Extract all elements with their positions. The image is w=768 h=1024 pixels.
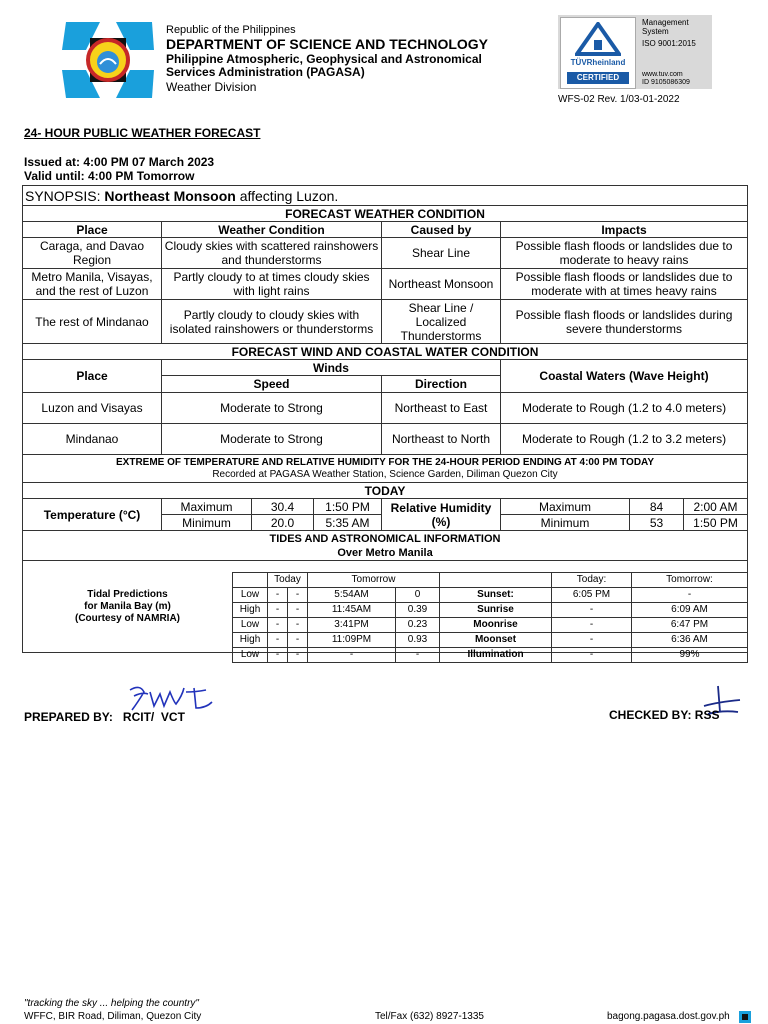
table-row <box>23 269 748 300</box>
table-row <box>233 603 748 618</box>
astro-label: Moonrise <box>440 618 552 633</box>
certification-badge <box>558 15 712 89</box>
temp-max-value: 30.4 <box>252 499 314 515</box>
extremes-recorded: Recorded at PAGASA Weather Station, Science Garden, Diliman Quezon City <box>212 468 558 480</box>
tide-today-time: - <box>268 648 288 663</box>
extremes-heading: EXTREME OF TEMPERATURE AND RELATIVE HUMIDITY FOR THE 24-HOUR PERIOD ENDING AT 4:00 PM TODAY <box>116 456 655 468</box>
tides-subheading: Over Metro Manila <box>337 546 433 559</box>
tidal-label-line2: for Manila Bay (m) <box>84 600 171 612</box>
tide-tomorrow-time: 5:54AM <box>308 588 396 603</box>
col-impacts: Impacts <box>501 222 748 238</box>
rh-max-time: 2:00 AM <box>684 499 748 515</box>
weather-condition-heading: FORECAST WEATHER CONDITION <box>23 206 748 222</box>
humidity-label: Relative Humidity (%) <box>382 499 501 531</box>
wind-col-winds: Winds <box>162 360 501 376</box>
agency-name-line1: Philippine Atmospheric, Geophysical and Astronomical <box>166 52 482 66</box>
wind-col-place: Place <box>23 360 162 393</box>
cert-iso: ISO 9001:2015 <box>642 39 696 48</box>
condition-cell: Cloudy skies with scattered rainshowers and thunderstorms <box>162 238 382 269</box>
wind-col-direction: Direction <box>382 376 501 393</box>
col-caused-by: Caused by <box>382 222 501 238</box>
cert-line2: System <box>642 27 669 36</box>
astro-label: Sunrise <box>440 603 552 618</box>
tide-today-height: - <box>288 648 308 663</box>
impact-cell: Possible flash floods or landslides due to moderate with at times heavy rains <box>501 269 748 300</box>
cert-url: www.tuv.com <box>642 71 683 78</box>
astro-label: Moonset <box>440 633 552 648</box>
tide-today-time: - <box>268 618 288 633</box>
astro-tomorrow-label: Tomorrow: <box>632 573 748 588</box>
col-weather-condition: Weather Condition <box>162 222 382 238</box>
col-place: Place <box>23 222 162 238</box>
cert-id: ID 9105086309 <box>642 79 690 86</box>
rh-max-label: Maximum <box>501 499 630 515</box>
tidal-label-line1: Tidal Predictions <box>87 588 168 600</box>
table-row <box>233 648 748 663</box>
table-row <box>23 238 748 269</box>
astro-today: - <box>552 603 632 618</box>
coastal-cell: Moderate to Rough (1.2 to 4.0 meters) <box>501 393 748 424</box>
place-cell: Caraga, and Davao Region <box>23 238 162 269</box>
synopsis-row <box>23 186 748 206</box>
footer-website[interactable]: bagong.pagasa.dost.gov.ph <box>607 1011 730 1022</box>
impact-cell: Possible flash floods or landslides due to moderate to heavy rains <box>501 238 748 269</box>
footer-corner-logo <box>738 1010 752 1024</box>
tuv-triangle-icon <box>575 22 621 56</box>
rh-min-value: 53 <box>630 515 684 531</box>
tides-header-row <box>233 573 748 588</box>
astro-today: - <box>552 648 632 663</box>
tide-today-time: - <box>268 633 288 648</box>
temp-min-value: 20.0 <box>252 515 314 531</box>
tide-type: High <box>233 633 268 648</box>
cert-label: CERTIFIED <box>567 72 629 84</box>
tide-today-label: Today <box>268 573 308 588</box>
condition-cell: Partly cloudy to cloudy skies with isolated rainshowers or thunderstorms <box>162 300 382 344</box>
tide-tomorrow-height: 0.23 <box>396 618 440 633</box>
wind-direction-cell: Northeast to North <box>382 424 501 455</box>
tide-tomorrow-time: 3:41PM <box>308 618 396 633</box>
coastal-cell: Moderate to Rough (1.2 to 3.2 meters) <box>501 424 748 455</box>
table-row <box>233 588 748 603</box>
tide-today-time: - <box>268 603 288 618</box>
valid-until: Valid until: 4:00 PM Tomorrow <box>24 169 195 183</box>
condition-cell: Partly cloudy to at times cloudy skies with light rains <box>162 269 382 300</box>
astro-tomorrow: 6:09 AM <box>632 603 748 618</box>
cause-cell: Northeast Monsoon <box>382 269 501 300</box>
place-cell: The rest of Mindanao <box>23 300 162 344</box>
rh-min-time: 1:50 PM <box>684 515 748 531</box>
tidal-label-line3: (Courtesy of NAMRIA) <box>75 612 180 624</box>
footer-telfax: Tel/Fax (632) 8927-1335 <box>375 1011 484 1022</box>
rh-min-label: Minimum <box>501 515 630 531</box>
form-code: WFS-02 Rev. 1/03-01-2022 <box>558 94 680 105</box>
cert-line1: Management <box>642 18 689 27</box>
table-row <box>23 424 748 455</box>
tide-today-time: - <box>268 588 288 603</box>
dost-pagasa-logo <box>60 20 156 100</box>
cause-cell: Shear Line <box>382 238 501 269</box>
temperature-label: Temperature (°C) <box>23 499 162 531</box>
tidal-label <box>25 589 230 625</box>
astro-tomorrow: - <box>632 588 748 603</box>
footer-tagline: "tracking the sky ... helping the country" <box>24 998 199 1009</box>
tide-today-height: - <box>288 588 308 603</box>
astro-today: - <box>552 633 632 648</box>
wind-place-cell: Luzon and Visayas <box>23 393 162 424</box>
temp-max-time: 1:50 PM <box>314 499 382 515</box>
today-heading: TODAY <box>23 483 748 499</box>
synopsis-system: Northeast Monsoon <box>104 187 236 204</box>
wind-col-coastal: Coastal Waters (Wave Height) <box>501 360 748 393</box>
tide-tomorrow-height: - <box>396 648 440 663</box>
cert-brand: TÜVRheinland <box>570 58 626 67</box>
rh-max-value: 84 <box>630 499 684 515</box>
temp-min-time: 5:35 AM <box>314 515 382 531</box>
astro-tomorrow: 99% <box>632 648 748 663</box>
extremes-heading-cell <box>23 455 748 483</box>
tide-type: Low <box>233 618 268 633</box>
wind-speed-cell: Moderate to Strong <box>162 424 382 455</box>
tides-heading-cell <box>23 531 748 561</box>
astro-tomorrow: 6:36 AM <box>632 633 748 648</box>
cause-cell: Shear Line / Localized Thunderstorms <box>382 300 501 344</box>
extremes-max-row <box>23 499 748 515</box>
wind-condition-heading: FORECAST WIND AND COASTAL WATER CONDITION <box>23 344 748 360</box>
document-title: 24- HOUR PUBLIC WEATHER FORECAST <box>24 126 261 140</box>
temp-min-label: Minimum <box>162 515 252 531</box>
wind-place-cell: Mindanao <box>23 424 162 455</box>
table-row <box>23 300 748 344</box>
department-name: DEPARTMENT OF SCIENCE AND TECHNOLOGY <box>166 36 489 52</box>
issued-at: Issued at: 4:00 PM 07 March 2023 <box>24 155 215 169</box>
tide-tomorrow-height: 0.93 <box>396 633 440 648</box>
tide-tomorrow-height: 0 <box>396 588 440 603</box>
wind-speed-cell: Moderate to Strong <box>162 393 382 424</box>
prepared-by: PREPARED BY: RCIT/ VCT <box>24 710 185 724</box>
tide-tomorrow-time: 11:45AM <box>308 603 396 618</box>
tide-type: Low <box>233 648 268 663</box>
tide-today-height: - <box>288 618 308 633</box>
wind-direction-cell: Northeast to East <box>382 393 501 424</box>
table-row <box>23 393 748 424</box>
tide-today-height: - <box>288 603 308 618</box>
temp-max-label: Maximum <box>162 499 252 515</box>
agency-name-line2: Services Administration (PAGASA) <box>166 65 365 79</box>
tide-type: High <box>233 603 268 618</box>
wind-header-row <box>23 360 748 376</box>
tide-tomorrow-time: 11:09PM <box>308 633 396 648</box>
astro-today: 6:05 PM <box>552 588 632 603</box>
synopsis-rest: affecting Luzon. <box>235 187 339 204</box>
tide-today-height: - <box>288 633 308 648</box>
astro-today: - <box>552 618 632 633</box>
astro-label: Illumination <box>440 648 552 663</box>
republic-text: Republic of the Philippines <box>166 24 296 36</box>
synopsis-label: SYNOPSIS: <box>25 187 105 204</box>
place-cell: Metro Manila, Visayas, and the rest of Luzon <box>23 269 162 300</box>
footer-address: WFFC, BIR Road, Diliman, Quezon City <box>24 1011 202 1022</box>
tide-type: Low <box>233 588 268 603</box>
astro-label: Sunset: <box>440 588 552 603</box>
weather-header-row <box>23 222 748 238</box>
tide-tomorrow-label: Tomorrow <box>308 573 440 588</box>
tides-heading: TIDES AND ASTRONOMICAL INFORMATION <box>269 532 501 545</box>
table-row <box>233 618 748 633</box>
checked-by: CHECKED BY: RSS <box>609 708 720 722</box>
tides-table <box>232 572 748 663</box>
tide-tomorrow-time: - <box>308 648 396 663</box>
impact-cell: Possible flash floods or landslides during severe thunderstorms <box>501 300 748 344</box>
tide-tomorrow-height: 0.39 <box>396 603 440 618</box>
table-row <box>233 633 748 648</box>
wind-col-speed: Speed <box>162 376 382 393</box>
astro-today-label: Today: <box>552 573 632 588</box>
astro-tomorrow: 6:47 PM <box>632 618 748 633</box>
division-name: Weather Division <box>166 80 257 94</box>
